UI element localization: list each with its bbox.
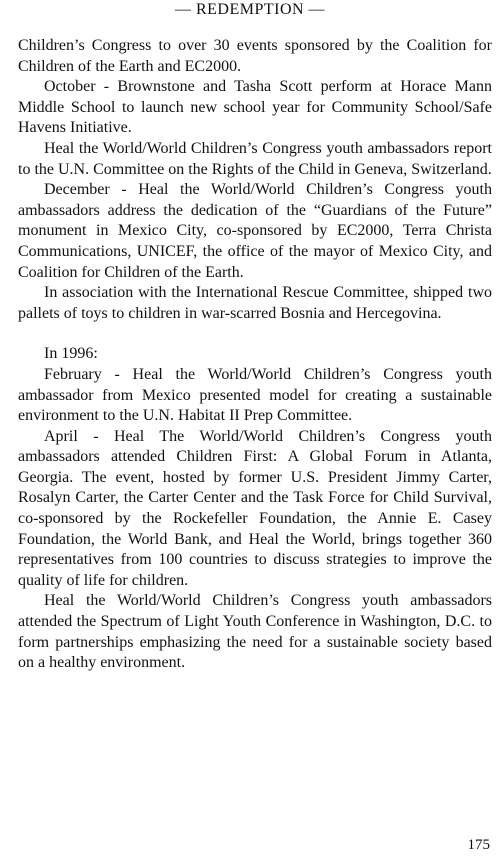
page-number: 175 [467,837,490,853]
paragraph-rescue-committee: In association with the International Rescue Committee, shipped two pallets of toys to children in war-scarred Bosnia and Hercegovina. [18,284,492,322]
paragraph-february: February - Heal the World/World Children’s Congress youth ambassador from Mexico presented model for creating a sustainable environment to the U.N. Habitat II Prep Committee. [18,365,492,425]
paragraph-continuation: Children’s Congress to over 30 events sponsored by the Coalition for Children of the Earth and EC2000. [18,37,492,75]
paragraph-october: October - Brownstone and Tasha Scott perform at Horace Mann Middle School to launch new school year for Community School/Safe Havens Initiative. [18,78,492,137]
running-head: — REDEMPTION — [174,1,326,18]
paragraph-spectrum-of-light: Heal the World/World Children’s Congress youth ambassadors attended the Spectrum of Light Youth Conference in Washington, D.C. to form partnerships emphasizing the need for a sustainable society based on a healthy environment. [18,592,492,672]
section-heading-1996: In 1996: [44,345,98,363]
paragraph-april: April - Heal The World/World Children’s Congress youth ambassadors attended Children First: A Global Forum in Atlanta, Georgia. The event, hosted by former U.S. President Jimmy Carter, Rosalyn Carter, the Carter Center and the Task Force for Child Survival, co-sponsored by the Rockefeller Foundation, the Annie E. Casey Foundation, the World Bank, and Heal the World, brings together 360 representatives from 100 countries to discuss strategies to improve the quality of life for children. [18,427,492,589]
body-text [18,36,492,674]
paragraph-december: December - Heal the World/World Children’s Congress youth ambassadors address the dedication of the “Guardians of the Future” monument in Mexico City, co-sponsored by EC2000, Terra Christa Communications, UNICEF, the office of the mayor of Mexico City, and Coalition for Children of the Earth. [18,181,492,281]
paragraph-geneva: Heal the World/World Children’s Congress youth ambassadors report to the U.N. Committee on the Rights of the Child in Geneva, Switzerland. [18,139,492,178]
